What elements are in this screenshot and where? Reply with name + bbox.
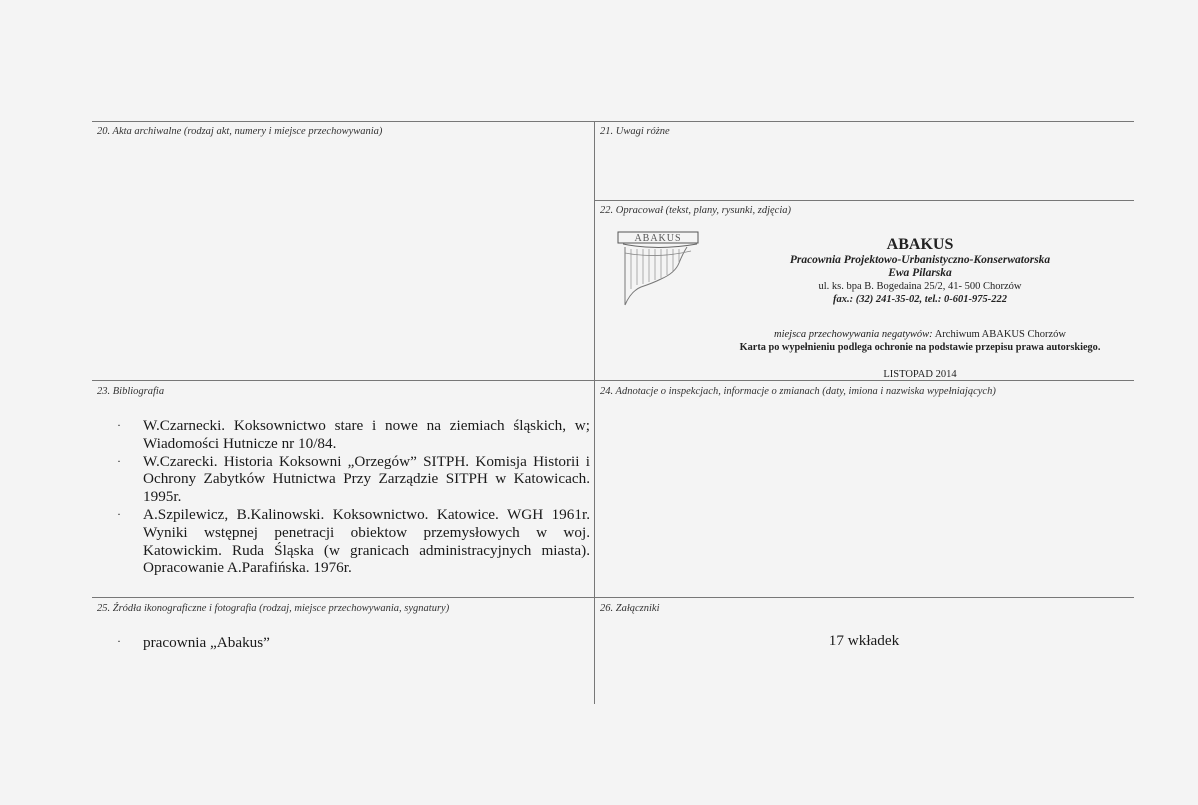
negatives-storage-value: Archiwum ABAKUS Chorzów — [934, 329, 1066, 340]
author-name: ABAKUS — [886, 236, 954, 253]
iconography-text: pracownia „Abakus” — [143, 634, 270, 651]
bullet: · — [117, 418, 121, 432]
iconography-item — [112, 634, 270, 652]
author-date: LISTOPAD 2014 — [883, 369, 957, 380]
section-24-label: 24. Adnotacje o inspekcjach, informacje o zmianach (daty, imiona i nazwiska wypełniających) — [600, 386, 996, 397]
section-26-label: 26. Załączniki — [600, 603, 660, 614]
section-20-label: 20. Akta archiwalne (rodzaj akt, numery i miejsce przechowywania) — [97, 126, 383, 137]
bibliography-text: A.Szpilewicz, B.Kalinowski. Koksownictwo. Katowice. WGH 1961r. Wyniki wstępnej penetracji obiektow przemysłowych w woj. Katowickim. Ruda Śląska (w granicach administracyjnych miasta). Opracowanie A.Parafińska. 1976r. — [143, 505, 590, 577]
svg-text:ABAKUS: ABAKUS — [634, 233, 682, 244]
bibliography-item — [112, 417, 590, 453]
bibliography-text: W.Czarecki. Historia Koksowni „Orzegów” SITPH. Komisja Historii i Ochrony Zabytków Hutnictwa Przy Zarządzie SITPH w Katowicach. 1995r. — [143, 452, 590, 506]
bibliography-item — [112, 453, 590, 506]
author-address: ul. ks. bpa B. Bogedaina 25/2, 41- 500 Chorzów — [818, 281, 1022, 292]
section-25-label: 25. Źródła ikonograficzne i fotografia (rodzaj, miejsce przechowywania, sygnatury) — [97, 603, 450, 614]
attachments-text: 17 wkładek — [828, 632, 900, 649]
bullet: · — [117, 506, 121, 521]
section-23-label: 23. Bibliografia — [97, 386, 165, 397]
abakus-logo-icon — [617, 229, 701, 309]
bibliography-item — [112, 506, 590, 577]
author-studio: Pracownia Projektowo-Urbanistyczno-Konserwatorska — [789, 254, 1051, 266]
bibliography-text: W.Czarnecki. Koksownictwo stare i nowe na ziemiach śląskich, w; Wiadomości Hutnicze nr 10/84. — [143, 417, 590, 452]
author-block — [708, 236, 1132, 381]
bullet: · — [117, 634, 121, 648]
copyright-notice: Karta po wypełnieniu podlega ochronie na podstawie przepisu prawa autorskiego. — [739, 342, 1101, 353]
negatives-storage — [708, 328, 1132, 341]
negatives-storage-label: miejsca przechowywania negatywów: — [774, 329, 933, 340]
bibliography-list — [112, 417, 590, 577]
top-rule — [92, 121, 1134, 122]
author-person: Ewa Pilarska — [888, 267, 952, 279]
section-22-label: 22. Opracował (tekst, plany, rysunki, zdjęcia) — [600, 205, 792, 216]
author-contact: fax.: (32) 241-35-02, tel.: 0-601-975-222 — [832, 294, 1008, 305]
section-21-label: 21. Uwagi różne — [600, 126, 670, 137]
rule-row2-row3 — [92, 597, 1134, 598]
bullet: · — [117, 453, 121, 468]
rule-21-22 — [595, 200, 1134, 201]
center-rule — [594, 121, 595, 704]
